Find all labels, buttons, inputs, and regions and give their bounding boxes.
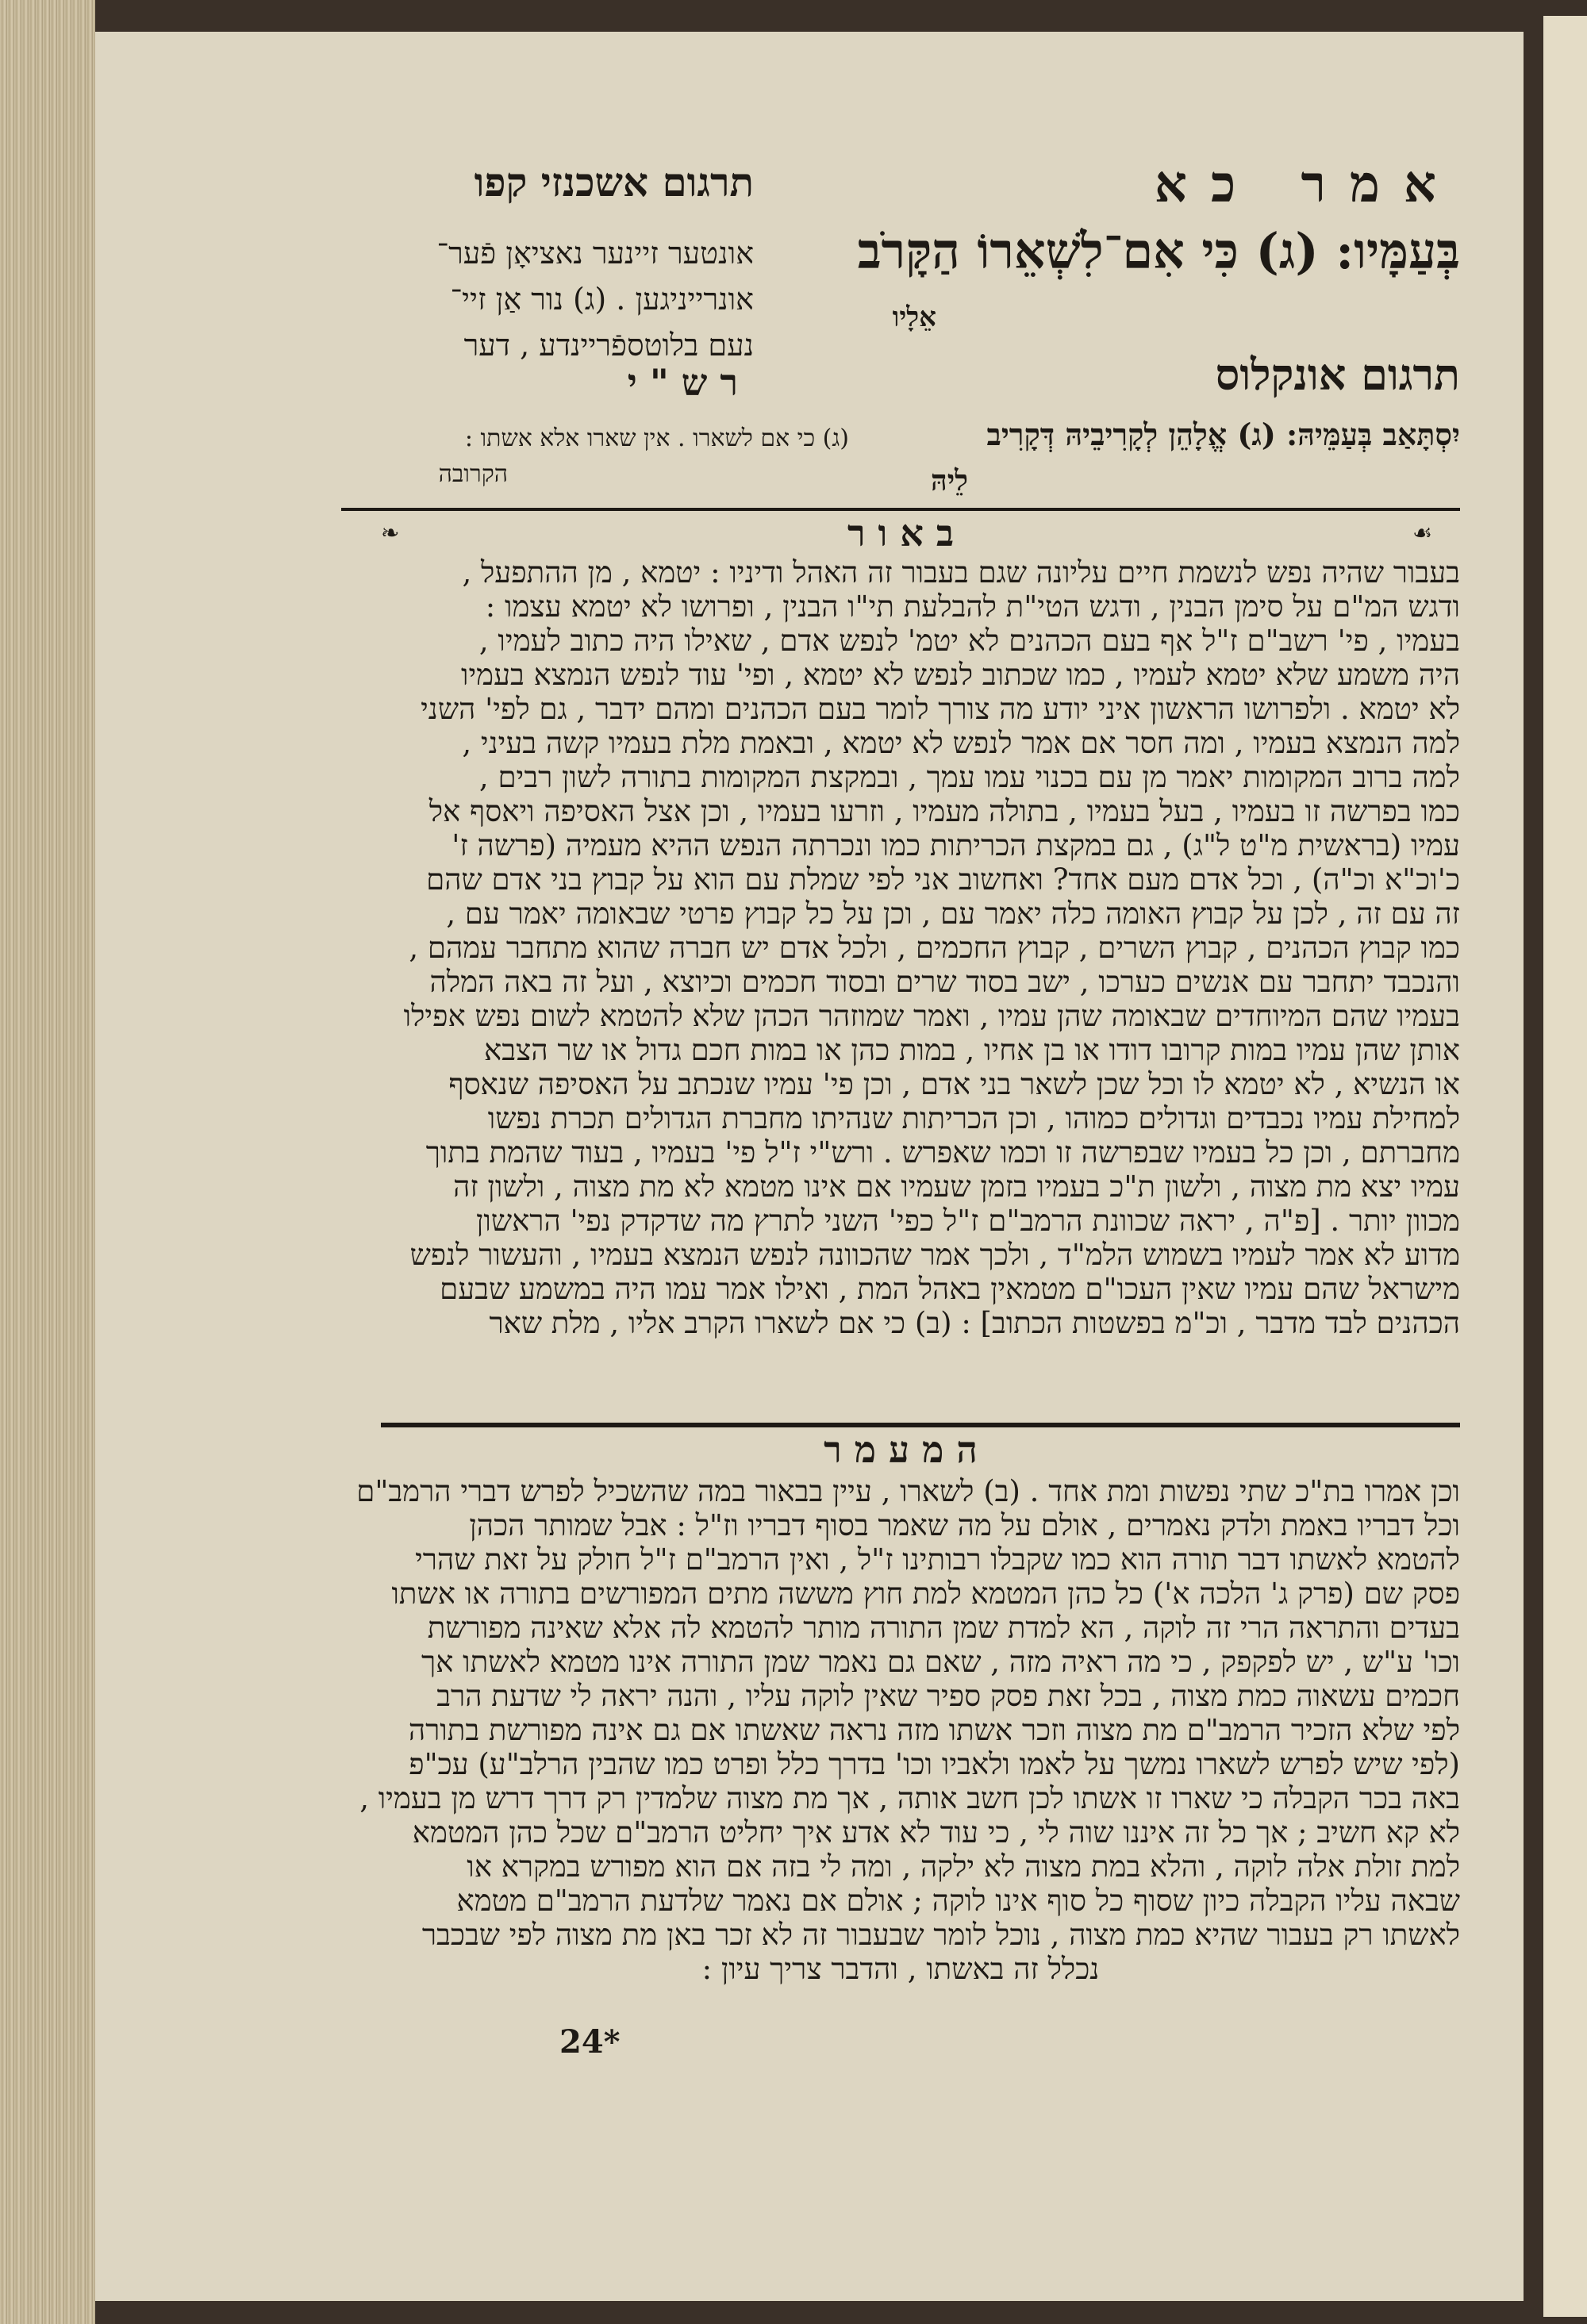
hamaamar-line: לאשתו רק בעבור שהיא כמת מצוה , נוכל לומר שבעבור זה לא זכר באן מת מצוה לפי שבכבר <box>421 1918 1460 1952</box>
biur-line: לא יטמא . ולפרושו הראשון איני יודע מה צורך לומר בעם הכהנים ומהם ידבר , גם לפי' השני <box>421 692 1460 726</box>
hamaamar-heading: ה מ ע מ ר <box>824 1428 978 1471</box>
biur-line: בעמיו , פי' רשב"ם ז"ל אף בעם הכהנים לא יטמ' לנפש אדם , שאילו היה כתוב לעמיו , <box>478 624 1460 658</box>
hamaamar-line: למת זולת אלה לוקה , והלא במת מצוה לא ילקה , ומה לי בזה אם הוא מפורש במקרא או <box>467 1850 1460 1884</box>
biur-line: בעמיו שהם המיוחדים שבאומה שהן עמיו , ואמר שמוזהר הכהן שלא להטמא לשום נפש אפילו <box>403 999 1460 1033</box>
hamaamar-line: (לפי שיש לפרש לשארו נמשך על לאמו ולאביו וכו' בדרך כלל ופרט כמו שהבין הרלב"ע) עכ"פ <box>409 1747 1460 1781</box>
biur-line: הכהנים לבד מדבר , וכ"מ בפשטות הכתוב] : (ב) כי אם לשארו הקרב אליו , מלת שאר <box>489 1306 1460 1340</box>
biur-line: כמו קבוץ הכהנים , קבוץ השרים , קבוץ החכמים , ולכל אדם יש חברה שהוא מתחבר עמהם , <box>409 931 1460 965</box>
biur-text <box>341 555 1460 1340</box>
german-translation <box>341 230 754 368</box>
rashi-text: (ג) כי אם לשארו . אין שארו אלא אשתו : <box>464 424 849 452</box>
onkelos-text: יִסְתָּאַב בְּעַמֵּיהּ: (ג) אֱלָהֵן לְקָרִיבֵיהּ דְּקָרִיב <box>986 417 1460 452</box>
german-line: אונטער זיינער נאציאָן פֿער־ <box>436 236 754 271</box>
hamaamar-line: פסק שם (פרק ג' הלכה א') כל כהן המטמא למת חוץ מששה מתים המפורשים בתורה או אשתו <box>391 1577 1460 1611</box>
biur-line: או הנשיא , לא יטמא לו וכל שכן לשאר בני אדם , וכן פי' עמיו שנכתב על האסיפה שנאסף <box>448 1067 1460 1101</box>
hamaamar-line: לא קא חשיב ; אך כל זה איננו שוה לי , כי עוד לא אדע איך יחליט הרמב"ם שכל כהן המטמא <box>412 1815 1460 1850</box>
german-line: נעם בלוטספֿריינדע , דער <box>463 328 754 363</box>
biur-line: בעבור שהיה נפש לנשמת חיים עליונה שגם בעבור זה האהל ודיניו : יטמא , מן ההתפעל , <box>462 555 1460 590</box>
book-page-edges <box>0 0 95 2324</box>
hamaamar-line: שבאה עליו הקבלה כיון שסוף כל סוף אינו לוקה ; אולם אם נאמר שלדעת הרמב"ם מטמא <box>456 1884 1460 1918</box>
verse-continuation: אֵלָיו <box>892 302 936 333</box>
biur-line: והנכבד יתחבר עם אנשים כערכו , ישב בסוד שרים ובסוד חכמים וכיוצא , ועל זה באה המלה <box>429 965 1460 999</box>
running-header-right: אמר כא <box>1154 155 1460 214</box>
biur-line: למה ברוב המקומות יאמר מן עם בכנוי עמו עמך , ובמקצת המקומות בתורה לשון רבים , <box>478 760 1460 794</box>
hamaamar-last-line: נכלל זה באשתו , והדבר צריך עיון : <box>701 1952 1100 1986</box>
biur-heading: ב א ו ר <box>847 512 955 555</box>
verse-text: בְּעַמָּיו: (ג) כִּי אִם־לִשְׁאֵרוֹ הַקָּרֹב <box>857 222 1460 280</box>
hamaamar-line: באה בכר הקבלה כי שארו זו אשתו לכן חשב אותה , אך מת מצוה שלמדין רק דרך דרש מן בעמיו , <box>359 1781 1460 1815</box>
biur-line: זה עם זה , לכן על קבוץ האומה כלה יאמר עם , וכן על כל קבוץ פרטי שבאומה יאמר עם , <box>446 897 1460 931</box>
biur-line: עמיו (בראשית מ"ט ל"ג) , גם במקצת הכריתות כמו ונכרתה הנפש ההיא מעמיה (פרשה ז' <box>452 828 1460 862</box>
hamaamar-line: וכו' ע"ש , יש לפקפק , כי מה ראיה מזה , שאם גם נאמר שמן התורה אינו מטמא לאשתו אך <box>421 1645 1460 1679</box>
facing-page-edge <box>1543 16 1587 2317</box>
onkelos-heading: תרגום אונקלוס <box>1215 349 1460 400</box>
onkelos-continuation: לֵיהּ <box>931 464 968 497</box>
divider <box>381 1423 1460 1427</box>
biur-line: ודגש המ"ם על סימן הבנין , ודגש הטי"ת להבלעת תי"ו הבנין , ופרושו לא יטמא עצמו : <box>485 590 1460 624</box>
running-header-left: תרגום אשכנזי קפו <box>474 159 754 206</box>
biur-line: עמיו יצא מת מצוה , ולשון ת"כ בעמיו בזמן שעמיו אם אינו מטמא לא מת מצוה , ולשון זה <box>453 1170 1460 1204</box>
biur-line: למה הנמצא בעמיו , ומה חסר אם אמר לנפש לא יטמא , ובאמת מלת בעמיו קשה בעיני , <box>462 726 1460 760</box>
biur-line: מכוון יותר . [פ"ה , יראה שכוונת הרמב"ם ז"ל כפי' השני לתרץ מה שדקדק נפי' הראשון <box>475 1204 1460 1238</box>
ornament-right: ☙ <box>1412 520 1433 546</box>
hamaamar-line: וכל דבריו באמת ולדק נאמרים , אולם על מה שאמר בסוף דבריו וז"ל : אבל שמותר הכהן <box>469 1508 1460 1542</box>
biur-line: כ'וכ"א וכ"ה) , וכל אדם מעם אחד? ואחשוב אני לפי שמלת עם הוא על קבוץ בני אדם שהם <box>426 862 1460 897</box>
hamaamar-text <box>341 1474 1460 1986</box>
rashi-continuation: הקרובה <box>438 460 508 488</box>
hamaamar-line: חכמים עשאוה כמת מצוה , בכל זאת פסק ספיר שאין לוקה עליו , והנה יראה לי שדעת הרב <box>436 1679 1460 1713</box>
hamaamar-line: לפי שלא הזכיר הרמב"ם מת מצוה וזכר אשתו מזה נראה שאשתו אם גם אינה מפורשת בתורה <box>408 1713 1460 1747</box>
divider <box>341 508 1460 511</box>
biur-line: היה משמע שלא יטמא לעמיו , כמו שכתוב לנפש לא יטמא , ופי' עוד לנפש הנמצא בעמיו <box>460 658 1460 692</box>
rashi-heading: ר ש " י <box>627 361 738 404</box>
biur-line: מישראל שהם עמיו שאין העכו"ם מטמאין באהל המת , ואילו אמר עמו היה במשמע שבעם <box>440 1272 1460 1306</box>
hamaamar-line: וכן אמרו בת"כ שתי נפשות ומת אחד . (ב) לשארו , עיין בבאור במה שהשכיל לפרש דברי הרמב"ם <box>356 1474 1460 1508</box>
german-line: אונרייניגען . (ג) נור אַן זיי־ <box>450 282 754 317</box>
biur-line: למחילת עמיו נכבדים וגדולים כמוהו , וכן הכריתות שנהיתו מחברת הגדולים תכרת נפשו <box>487 1101 1460 1135</box>
ornament-left: ❧ <box>381 520 400 546</box>
biur-line: אותן שהן עמיו במות קרובו דודו או בן אחיו , במות כהן או במות חכם גדול או שר הצבא <box>484 1033 1460 1067</box>
hamaamar-line: להטמא לאשתו דבר תורה הוא כמו שקבלו רבותינו ז"ל , ואין הרמב"ם ז"ל חולק על זאת שהרי <box>415 1542 1460 1577</box>
biur-line: מחברתם , וכן כל בעמיו שבפרשה זו וכמו שאפרש . ורש"י ז"ל פי' בעמיו , בעוד שהמת בתוך <box>425 1135 1460 1170</box>
biur-line: מדוע לא אמר לעמיו בשמוש הלמ"ד , ולכך אמר שהכוונה לנפש הנמצא בעמיו , והעשור לנפש <box>409 1238 1460 1272</box>
signature-mark: 24* <box>559 2023 621 2061</box>
hamaamar-line: בעדים והתראה הרי זה לוקה , הא למדת שמן התורה מותר להטמא לה אלא שאינה מפורשת <box>427 1611 1460 1645</box>
biur-line: כמו בפרשה זו בעמיו , בעל בעמיו , בתולה מעמיו , וזרעו בעמיו , וכן אצל האסיפה ויאסף אל <box>428 794 1460 828</box>
